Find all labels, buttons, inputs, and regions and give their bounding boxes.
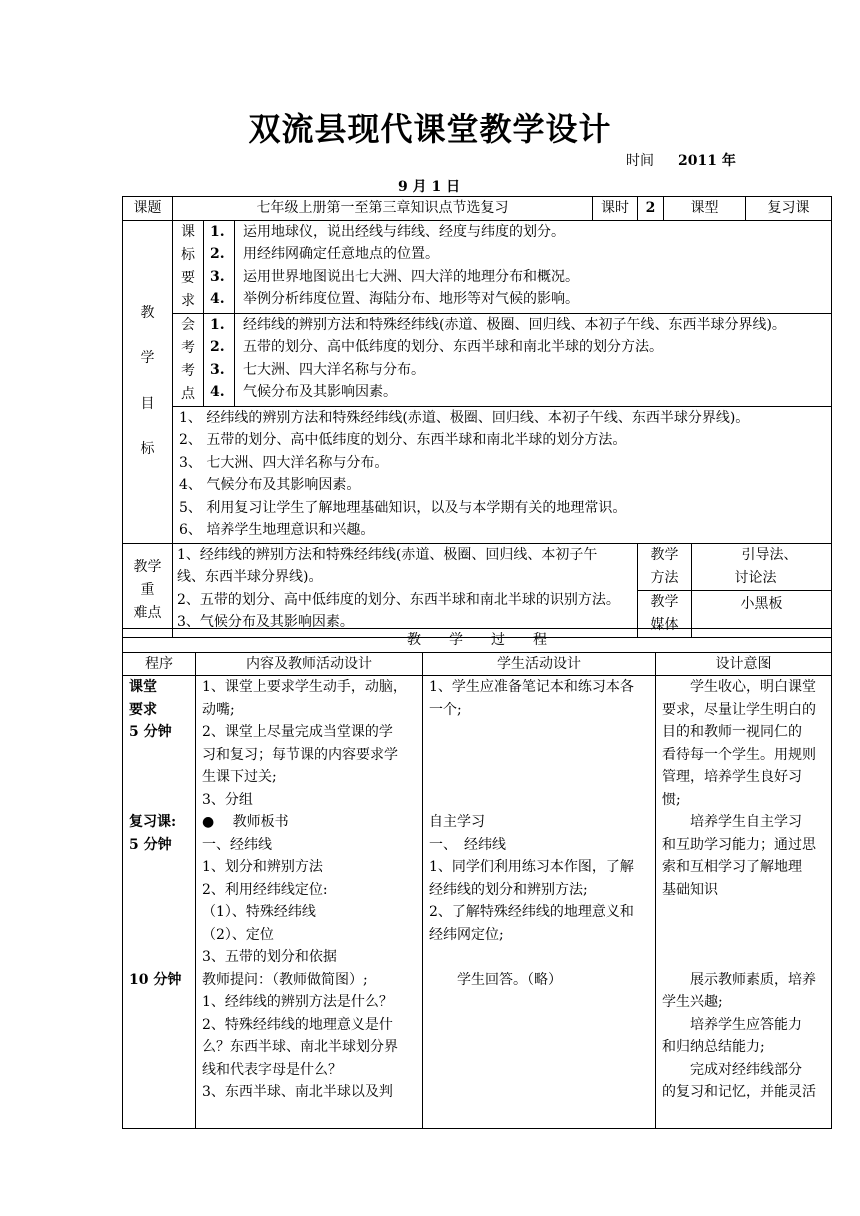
standard-label: [173, 220, 204, 313]
list-item: 用经纬网确定任意地点的位置。: [243, 246, 439, 262]
text-line: 一、经纬线: [202, 836, 272, 853]
stage-column: [123, 676, 196, 1129]
line-spacer: [129, 766, 191, 789]
text-line: 2.: [210, 339, 225, 355]
text-line: 课: [181, 223, 195, 240]
text-line: 一、 经纬线: [429, 836, 506, 853]
line-spacer: [129, 924, 191, 947]
text-line: 培养学生自主学习: [662, 814, 802, 830]
text-line: 4.: [210, 291, 225, 307]
type-value: 复习课: [746, 197, 832, 221]
objectives-label: [123, 220, 173, 543]
lesson-info-table: [122, 196, 832, 638]
text-line: 索和互相学习了解地理: [662, 859, 802, 875]
text-line: 1、课堂上要求学生动手，动脑，: [202, 679, 407, 695]
text-line: 1、划分和辨别方法: [202, 859, 323, 875]
text-line: 目的和教师一视同仁的: [662, 724, 802, 740]
text-line: 基础知识: [662, 881, 718, 898]
list-item: 经纬线的辨别方法和特殊经纬线(赤道、极圈、回归线、本初子午线、东西半球分界线)。: [243, 316, 786, 333]
col-header-teacher: 内容及教师活动设计: [196, 652, 423, 676]
text-line: 引导法、: [741, 546, 798, 563]
text-line: 动嘴;: [202, 701, 235, 718]
key-points-list: [173, 543, 638, 637]
text-line: 么？东西半球、南北半球划分界: [202, 1039, 398, 1055]
line-spacer: [123, 370, 172, 393]
text-line: 1.: [210, 316, 225, 333]
process-table: [122, 628, 832, 1129]
list-item: 3、 七大洲、四大洋名称与分布。: [179, 454, 389, 471]
list-item: 线、东西半球分界线)。: [177, 569, 323, 585]
text-line: 经纬线的划分和辨别方法;: [429, 881, 588, 898]
line-spacer: [662, 946, 827, 969]
text-line: 和归纳总结能力;: [662, 1039, 765, 1055]
text-line: 10 分钟: [129, 971, 182, 988]
line-spacer: [429, 721, 651, 744]
list-item: 运用地球仪，说出经线与纬线、经度与纬度的划分。: [243, 223, 565, 240]
list-item: 1、经纬线的辨别方法和特殊经纬线(赤道、极圈、回归线、本初子午: [177, 546, 598, 563]
text-line: 考: [181, 339, 195, 356]
standard-items: [235, 220, 832, 313]
list-item: 4、 气候分布及其影响因素。: [179, 477, 361, 493]
line-spacer: [129, 901, 191, 924]
method-value: [692, 543, 832, 590]
list-item: 1、 经纬线的辨别方法和特殊经纬线(赤道、极圈、回归线、本初子午线、东西半球分界线)。: [179, 409, 750, 426]
text-line: 看待每一个学生。用规则: [662, 746, 816, 763]
text-line: 方法: [650, 569, 679, 586]
text-line: 课堂: [129, 679, 157, 695]
text-line: 生课下过关;: [202, 769, 277, 785]
text-line: 2、特殊经纬线的地理意义是什: [202, 1016, 393, 1033]
col-header-intent: 设计意图: [656, 652, 832, 676]
text-line: 教: [140, 304, 155, 321]
text-line: 3.: [210, 268, 225, 285]
text-line: 5 分钟: [129, 724, 172, 740]
process-title: 教 学 过 程: [123, 629, 832, 653]
text-line: 的复习和记忆，并能灵活: [662, 1084, 816, 1100]
line-spacer: [129, 789, 191, 812]
list-item: 七大洲、四大洋名称与分布。: [243, 361, 425, 378]
text-line: 要: [181, 269, 195, 286]
list-item: 举例分析纬度位置、海陆分布、地形等对气候的影响。: [243, 291, 579, 307]
list-item: 6、 培养学生地理意识和兴趣。: [179, 522, 375, 538]
line-spacer: [429, 946, 651, 969]
line-spacer: [129, 856, 191, 879]
text-line: 2、了解特殊经纬线的地理意义和: [429, 904, 634, 920]
text-line: 管理，培养学生良好习: [662, 769, 802, 785]
line-spacer: [429, 744, 651, 767]
date-year: 2011 年: [678, 153, 736, 169]
date-label: 时间: [626, 153, 654, 169]
text-line: 2、利用经纬线定位:: [202, 881, 328, 898]
key-points-label: [123, 543, 173, 637]
topic-label: 课题: [123, 197, 173, 221]
text-line: 展示教师素质，培养: [662, 971, 816, 988]
text-line: 4.: [210, 384, 225, 400]
list-item: 运用世界地图说出七大洲、四大洋的地理分布和概况。: [243, 268, 579, 285]
hours-label: 课时: [593, 197, 638, 221]
text-line: 目: [140, 395, 155, 412]
exam-items: [235, 313, 832, 406]
text-line: 要求: [129, 701, 157, 718]
text-line: 线和代表字母是什么？: [202, 1061, 342, 1078]
text-line: 3.: [210, 361, 225, 378]
text-line: 自主学习: [429, 814, 485, 830]
standard-numbers: [204, 220, 235, 313]
student-activity: [423, 676, 656, 1129]
text-line: 完成对经纬线部分: [662, 1061, 802, 1078]
text-line: 2.: [210, 246, 225, 262]
line-spacer: [662, 924, 827, 947]
line-spacer: [429, 766, 651, 789]
text-line: 3、五带的划分和依据: [202, 949, 337, 965]
text-line: 教学: [650, 546, 679, 563]
text-line: 一个;: [429, 701, 462, 718]
text-line: 学生回答。（略）: [429, 971, 562, 988]
list-item: 3、气候分布及其影响因素。: [177, 614, 354, 630]
text-line: 学生兴趣;: [662, 994, 723, 1010]
text-line: 3、分组: [202, 791, 253, 808]
list-item: 2、 五带的划分、高中低纬度的划分、东西半球和南北半球的划分方法。: [179, 432, 627, 448]
list-item: 2、五带的划分、高中低纬度的划分、东西半球和南北半球的识别方法。: [177, 591, 620, 608]
line-spacer: [129, 744, 191, 767]
text-line: 教学: [650, 593, 679, 610]
col-header-student: 学生活动设计: [423, 652, 656, 676]
text-line: 经纬网定位;: [429, 926, 504, 943]
hours-value: 2: [638, 197, 664, 221]
date-month-day: 9 月 1 日: [398, 179, 461, 195]
text-line: （1）、特殊经纬线: [202, 904, 316, 920]
text-line: 教学: [133, 558, 162, 575]
text-line: 标: [140, 441, 155, 458]
text-line: 讨论法: [734, 569, 777, 586]
text-line: 惯;: [662, 791, 681, 808]
text-line: 1、经纬线的辨别方法是什么？: [202, 994, 393, 1010]
list-item: 5、 利用复习让学生了解地理基础知识，以及与本学期有关的地理常识。: [179, 499, 627, 516]
text-line: 会: [181, 316, 195, 333]
text-line: 2、课堂上尽量完成当堂课的学: [202, 724, 393, 740]
text-line: 考: [181, 362, 195, 379]
text-line: 要求，尽量让学生明白的: [662, 701, 816, 718]
text-line: 复习课:: [129, 814, 177, 830]
text-line: 难点: [133, 604, 162, 621]
media-value: 小黑板: [692, 590, 832, 637]
list-item: 五带的划分、高中低纬度的划分、东西半球和南北半球的划分方法。: [243, 339, 663, 355]
topic-value: 七年级上册第一至第三章知识点节选复习: [173, 197, 593, 221]
line-spacer: [123, 416, 172, 439]
line-spacer: [129, 946, 191, 969]
text-line: 习和复习；每节课的内容要求学: [202, 746, 398, 763]
text-line: 学生收心，明白课堂: [662, 679, 816, 695]
exam-numbers: [204, 313, 235, 406]
text-line: 重: [140, 581, 155, 598]
text-line: 求: [181, 292, 195, 309]
goals-list: [173, 406, 832, 543]
line-spacer: [662, 901, 827, 924]
col-header-stage: 程序: [123, 652, 196, 676]
text-line: （2）、定位: [202, 926, 274, 943]
text-line: 5 分钟: [129, 836, 172, 853]
line-spacer: [129, 879, 191, 902]
text-line: 标: [181, 246, 195, 263]
text-line: ● 教师板书: [202, 814, 289, 830]
teacher-activity: [196, 676, 423, 1129]
exam-label: [173, 313, 204, 406]
text-line: 培养学生应答能力: [662, 1016, 802, 1033]
text-line: 1、学生应准备笔记本和练习本各: [429, 679, 634, 695]
text-line: 和互助学习能力；通过思: [662, 836, 816, 853]
text-line: 1.: [210, 223, 225, 240]
text-line: 教师提问：（教师做简图）;: [202, 971, 368, 988]
design-intent: [656, 676, 832, 1129]
line-spacer: [429, 789, 651, 812]
text-line: 点: [181, 385, 195, 402]
page-title: 双流县现代课堂教学设计: [248, 110, 612, 148]
method-label: [638, 543, 692, 590]
text-line: 学: [140, 350, 155, 367]
text-line: 1、同学们利用练习本作图，了解: [429, 859, 634, 875]
text-line: 3、东西半球、南北半球以及判: [202, 1084, 393, 1100]
date-line: [626, 150, 736, 170]
list-item: 气候分布及其影响因素。: [243, 384, 397, 400]
text-line: 媒体: [650, 616, 679, 633]
type-label: 课型: [664, 197, 746, 221]
line-spacer: [123, 325, 172, 348]
